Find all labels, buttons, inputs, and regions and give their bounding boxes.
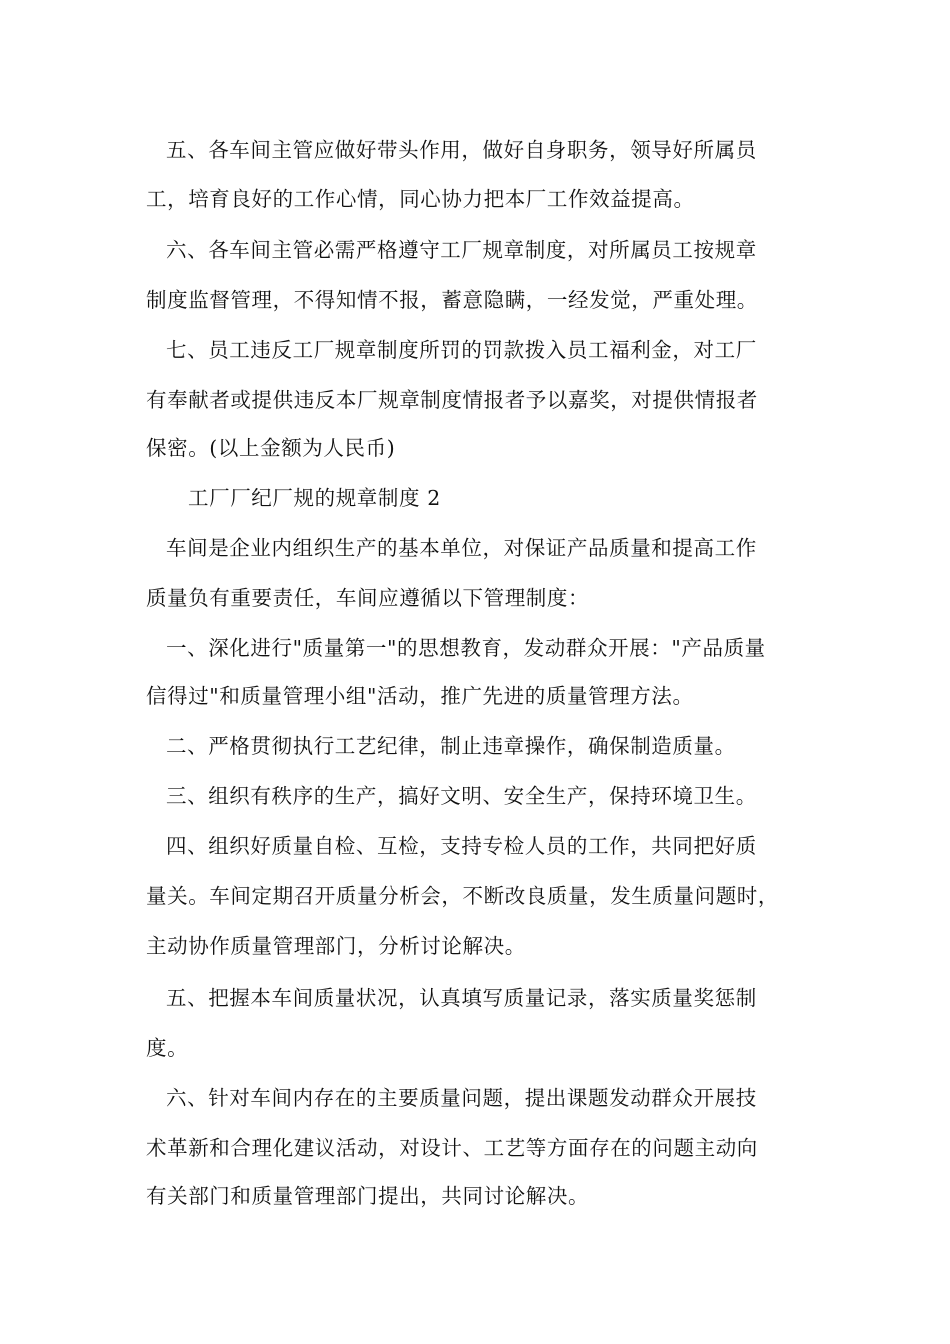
paragraph-line: 度。 xyxy=(146,1036,189,1060)
paragraph-line: 有奉献者或提供违反本厂规章制度情报者予以嘉奖，对提供情报者 xyxy=(146,388,758,412)
section-heading: 工厂厂纪厂规的规章制度 2 xyxy=(188,486,441,510)
paragraph-line: 车间是企业内组织生产的基本单位，对保证产品质量和提高工作 xyxy=(166,536,757,560)
paragraph-line: 工，培育良好的工作心情，同心协力把本厂工作效益提高。 xyxy=(146,187,695,211)
paragraph-line: 制度监督管理，不得知情不报，蓄意隐瞒，一经发觉，严重处理。 xyxy=(146,288,758,312)
paragraph-line: 三、组织有秩序的生产，搞好文明、安全生产，保持环境卫生。 xyxy=(166,784,757,808)
paragraph-line: 主动协作质量管理部门，分析讨论解决。 xyxy=(146,934,526,958)
paragraph-line: 五、各车间主管应做好带头作用，做好自身职务，领导好所属员 xyxy=(166,138,757,162)
paragraph-line: 七、员工违反工厂规章制度所罚的罚款拨入员工福利金，对工厂 xyxy=(166,338,757,362)
paragraph-line: 有关部门和质量管理部门提出，共同讨论解决。 xyxy=(146,1184,590,1208)
paragraph-line: 四、组织好质量自检、互检，支持专检人员的工作，共同把好质 xyxy=(166,834,757,858)
paragraph-line: 六、各车间主管必需严格遵守工厂规章制度，对所属员工按规章 xyxy=(166,238,757,262)
paragraph-line: 质量负有重要责任，车间应遵循以下管理制度： xyxy=(146,586,590,610)
paragraph-line: 量关。车间定期召开质量分析会，不断改良质量，发生质量问题时， xyxy=(146,884,779,908)
paragraph-line: 一、深化进行"质量第一"的思想教育，发动群众开展："产品质量 xyxy=(166,636,766,660)
paragraph-line: 保密。(以上金额为人民币) xyxy=(146,436,396,460)
paragraph-line: 术革新和合理化建议活动，对设计、工艺等方面存在的问题主动向 xyxy=(146,1136,758,1160)
paragraph-line: 二、严格贯彻执行工艺纪律，制止违章操作，确保制造质量。 xyxy=(166,734,736,758)
paragraph-line: 六、针对车间内存在的主要质量问题，提出课题发动群众开展技 xyxy=(166,1086,757,1110)
paragraph-line: 五、把握本车间质量状况，认真填写质量记录，落实质量奖惩制 xyxy=(166,986,757,1010)
paragraph-line: 信得过"和质量管理小组"活动，推广先进的质量管理方法。 xyxy=(146,684,694,708)
